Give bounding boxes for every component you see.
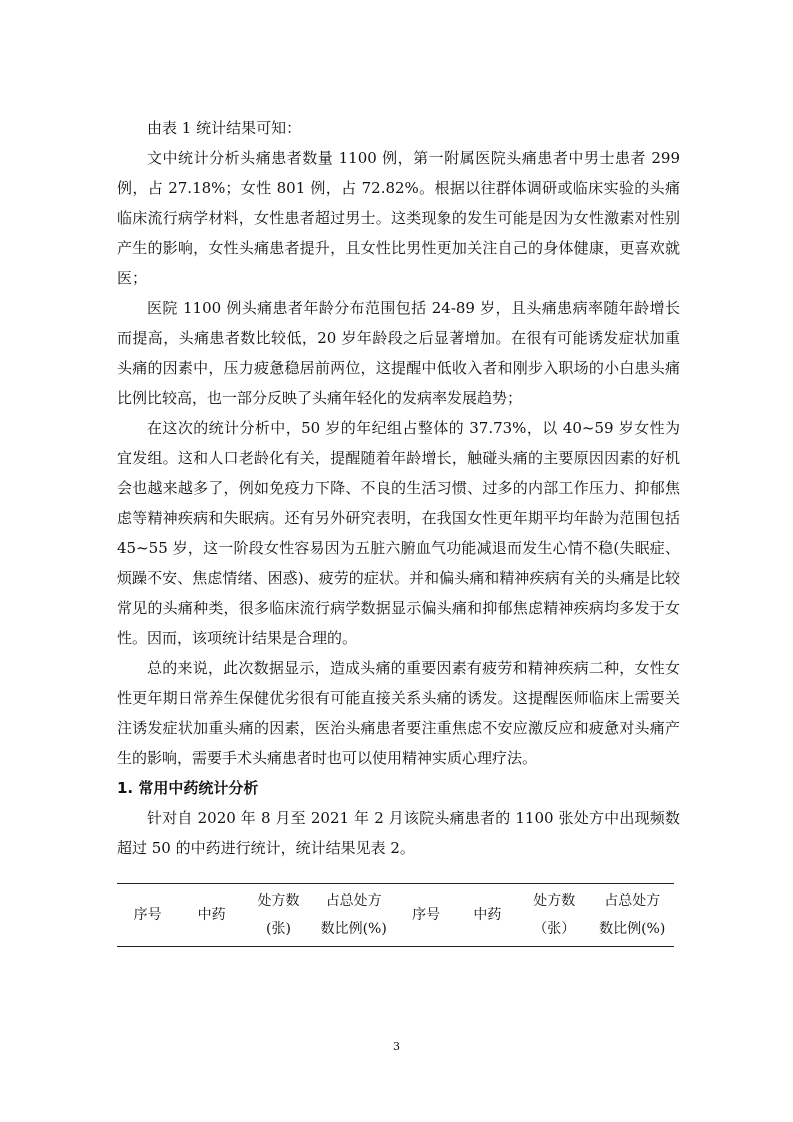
col-header-index: 序号 — [133, 907, 162, 923]
paragraph-summary: 总的来说，此次数据显示，造成头痛的重要因素有疲劳和精神疾病二种，女性女性更年期日常养生保健优劣很有可能直接关系头痛的诱发。这提醒医师临床上需要关注诱发症状加重头痛的因素，医治头痛患者要注重焦虑不安应激反应和疲惫对头痛产生的影响，需要手术头痛患者时也可以使用精神实质心理疗法。 — [117, 659, 680, 767]
col-header-count: 处方数 (张) — [257, 893, 300, 937]
paragraph-intro: 由表 1 统计结果可知： — [147, 119, 302, 137]
col-header-herb-2: 中药 — [473, 907, 502, 923]
paragraph-section-intro: 针对自 2020 年 8 月至 2021 年 2 月该院头痛患者的 1100 张处方中出现频数超过 50 的中药进行统计，统计结果见表 2。 — [117, 809, 680, 857]
table-2-container — [117, 883, 674, 947]
col-header-ratio: 占总处方 数比例(%) — [320, 893, 387, 937]
page-number: 3 — [393, 1040, 400, 1053]
paragraph-age-group-analysis: 在这次的统计分析中，50 岁的年纪组占整体的 37.73%，以 40~59 岁女性为宜发组。这和人口老龄化有关，提醒随着年龄增长，触碰头痛的主要原因因素的好机会也越来越多了，例如免疫力下降、不良的生活习惯、过多的内部工作压力、抑郁焦虑等精神疾病和失眠病。还有另外研究表明，在我国女性更年期平均年龄为范围包括 45~55 岁，这一阶段女性容易因为五脏六腑血气功能减退而发生心情不稳(失眠症、烦躁不安、焦虑情绪、困惑)、疲劳的症状。并和偏头痛和精神疾病有关的头痛是比较常见的头痛种类，很多临床流行病学数据显示偏头痛和抑郁焦虑精神疾病均多发于女性。因而，该项统计结果是合理的。 — [117, 419, 680, 647]
col-header-count-2: 处方数 （张） — [533, 893, 576, 937]
document-body — [117, 113, 680, 947]
paragraph-age-distribution: 医院 1100 例头痛患者年龄分布范围包括 24-89 岁，且头痛患病率随年龄增长而提高，头痛患者数比较低，20 岁年龄段之后显著增加。在很有可能诱发症状加重头痛的因素中，压力疲惫稳居前两位，这提醒中低收入者和刚步入职场的小白患头痛比例比较高，也一部分反映了头痛年轻化的发病率发展趋势； — [117, 299, 680, 407]
paragraph-gender-stats: 文中统计分析头痛患者数量 1100 例，第一附属医院头痛患者中男士患者 299 例，占 27.18%；女性 801 例，占 72.82%。根据以往群体调研或临床实验的头痛临床流行病学材料，女性患者超过男士。这类现象的发生可能是因为女性激素对性别产生的影响，女性头痛患者提升，且女性比男性更加关注自己的身体健康，更喜欢就医； — [117, 149, 680, 287]
table-header-row — [117, 884, 674, 947]
col-header-herb: 中药 — [197, 907, 226, 923]
col-header-ratio-2: 占总处方 数比例(%) — [599, 893, 666, 937]
col-header-index-2: 序号 — [412, 907, 441, 923]
prescription-table — [117, 883, 674, 947]
section-heading: 1. 常用中药统计分析 — [117, 779, 259, 797]
